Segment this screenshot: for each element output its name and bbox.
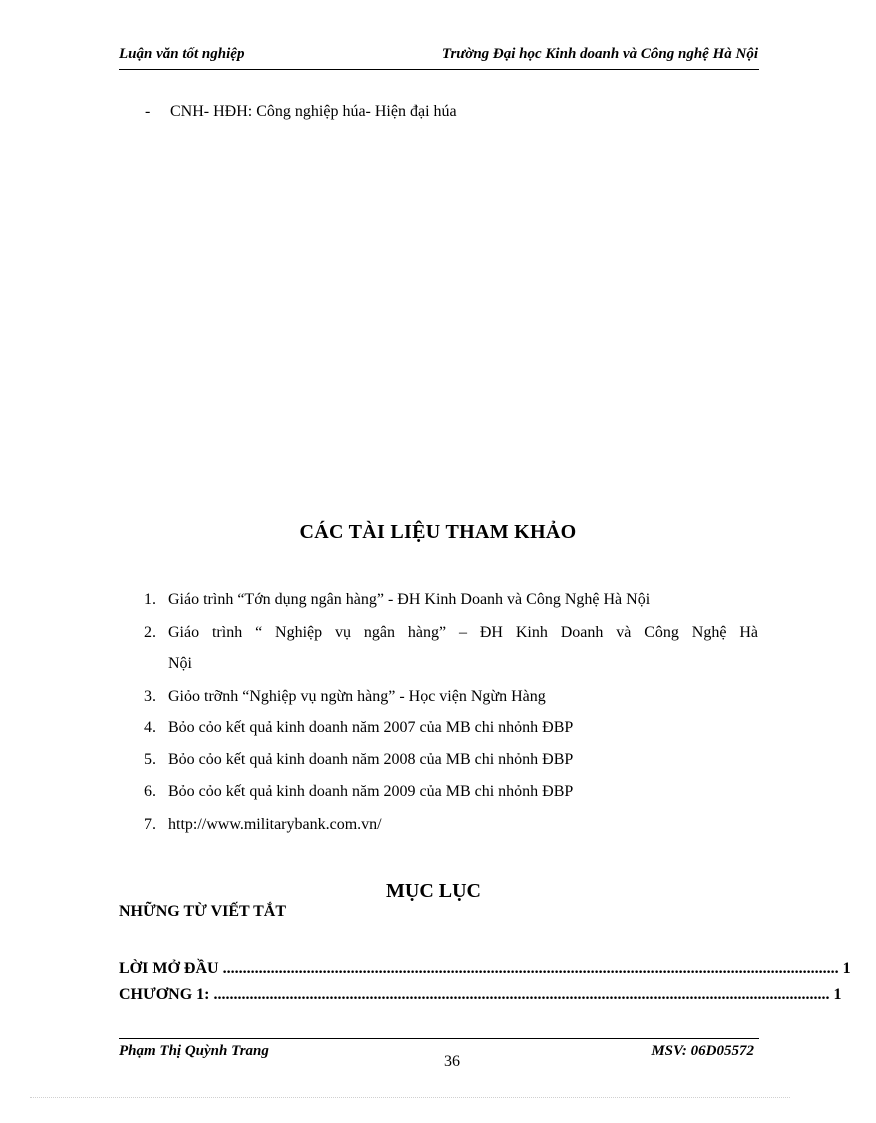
header-thesis-label: Luận văn tốt nghiệp [119, 46, 245, 62]
reference-number: 1. [144, 591, 156, 608]
reference-item: Giáo trình “ Nghiệp vụ ngân hàng” – ĐH Kinh Doanh và Công Nghệ Hà [168, 624, 758, 641]
reference-item-continuation: Nội [168, 655, 192, 672]
reference-link[interactable]: http://www.militarybank.com.vn/ [168, 816, 382, 833]
footer-student-id: MSV: 06D05572 [651, 1043, 754, 1059]
reference-item: Bỏo cỏo kết quả kinh doanh năm 2009 của MB chi nhỏnh ĐBP [168, 783, 574, 800]
footer-author: Phạm Thị Quỳnh Trang [119, 1043, 269, 1059]
abbreviation-entry: CNH- HĐH: Công nghiệp húa- Hiện đại húa [170, 103, 457, 120]
reference-item: Giáo trình “Tớn dụng ngân hàng” - ĐH Kinh Doanh và Công Nghệ Hà Nội [168, 591, 651, 608]
reference-number: 6. [144, 783, 156, 800]
toc-leader-dots: .......................................................................................................................................................... [213, 986, 830, 1003]
footer-divider [119, 1038, 759, 1039]
toc-row [119, 986, 842, 1004]
reference-number: 2. [144, 624, 156, 641]
header-divider [119, 69, 759, 70]
references-title: CÁC TÀI LIỆU THAM KHẢO [299, 521, 577, 543]
reference-item: Bỏo cỏo kết quả kinh doanh năm 2008 của MB chi nhỏnh ĐBP [168, 751, 574, 768]
abbreviation-bullet: - [145, 103, 151, 120]
reference-item: Bỏo cỏo kết quả kinh doanh năm 2007 của MB chi nhỏnh ĐBP [168, 719, 574, 736]
page-bottom-separator [30, 1097, 790, 1098]
reference-number: 7. [144, 816, 156, 833]
reference-item: Giỏo trỡnh “Nghiệp vụ ngừn hàng” - Học viện Ngừn Hàng [168, 688, 546, 705]
header-university-name: Trường Đại học Kinh doanh và Công nghệ Hà Nội [441, 46, 758, 62]
toc-row-page: 1 [842, 960, 851, 977]
page-number: 36 [444, 1053, 460, 1070]
toc-row-label: LỜI MỞ ĐẦU [119, 960, 219, 977]
reference-number: 5. [144, 751, 156, 768]
toc-row-label: CHƯƠNG 1: [119, 986, 210, 1003]
toc-title: MỤC LỤC [386, 880, 481, 902]
toc-abbreviations-heading: NHỮNG TỪ VIẾT TẮT [119, 903, 287, 920]
toc-row-page: 1 [833, 986, 842, 1003]
reference-number: 3. [144, 688, 156, 705]
toc-leader-dots: .......................................................................................................................................................... [222, 960, 839, 977]
reference-number: 4. [144, 719, 156, 736]
toc-row [119, 960, 851, 978]
